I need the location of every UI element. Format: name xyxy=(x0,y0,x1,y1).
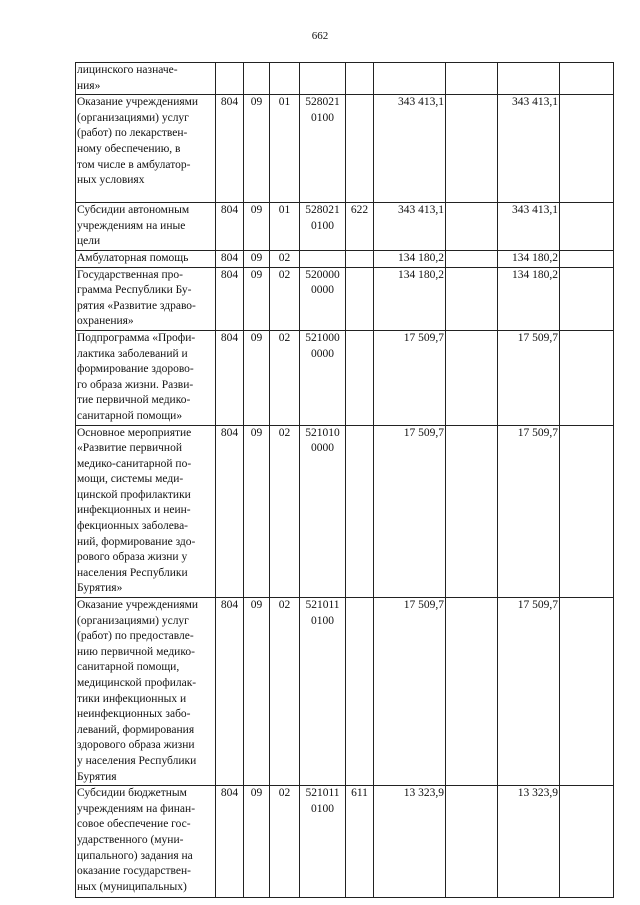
target-article-cell: 521010 0000 xyxy=(300,425,346,598)
admin-code-cell: 804 xyxy=(216,250,244,267)
amount-cell-2 xyxy=(446,95,498,203)
amount-cell-4 xyxy=(560,203,614,251)
table-row xyxy=(76,250,614,267)
table-row xyxy=(76,786,614,898)
subsection-cell: 02 xyxy=(270,598,300,786)
subsection-cell: 01 xyxy=(270,95,300,203)
row-name-cell: Амбулаторная помощь xyxy=(76,250,216,267)
expense-type-cell xyxy=(346,425,374,598)
target-article-cell xyxy=(300,63,346,95)
amount-cell-2 xyxy=(446,267,498,330)
subsection-cell: 02 xyxy=(270,786,300,898)
subsection-cell: 02 xyxy=(270,330,300,425)
subsection-cell: 02 xyxy=(270,267,300,330)
target-article-cell xyxy=(300,250,346,267)
amount-cell-2 xyxy=(446,203,498,251)
expense-type-cell xyxy=(346,95,374,203)
table-row xyxy=(76,267,614,330)
row-name-cell: Субсидии автономным учреждениям на иные цели xyxy=(76,203,216,251)
admin-code-cell: 804 xyxy=(216,598,244,786)
row-name-cell: Оказание учреждениями (организациями) услуг (работ) по лекарствен- ному обеспечению, в том числе в амбулатор- ных условиях xyxy=(76,95,216,203)
admin-code-cell: 804 xyxy=(216,786,244,898)
section-cell: 09 xyxy=(244,95,270,203)
amount-cell-2 xyxy=(446,250,498,267)
amount-cell-4 xyxy=(560,786,614,898)
subsection-cell: 02 xyxy=(270,250,300,267)
expense-type-cell xyxy=(346,330,374,425)
amount-cell: 134 180,2 xyxy=(374,267,446,330)
row-name-cell: Субсидии бюджетным учреждениям на финан- совое обеспечение гос- ударственного (муни- ципального) задания на оказание государствен- ных (муниципальных) xyxy=(76,786,216,898)
amount-cell-4 xyxy=(560,425,614,598)
amount-cell-3: 13 323,9 xyxy=(498,786,560,898)
target-article-cell: 521011 0100 xyxy=(300,598,346,786)
section-cell: 09 xyxy=(244,267,270,330)
amount-cell-3: 134 180,2 xyxy=(498,250,560,267)
table-row xyxy=(76,598,614,786)
expense-type-cell: 622 xyxy=(346,203,374,251)
amount-cell-3: 134 180,2 xyxy=(498,267,560,330)
section-cell xyxy=(244,63,270,95)
section-cell: 09 xyxy=(244,786,270,898)
table-row xyxy=(76,330,614,425)
amount-cell: 134 180,2 xyxy=(374,250,446,267)
expense-type-cell: 611 xyxy=(346,786,374,898)
page-number: 662 xyxy=(311,30,329,42)
amount-cell: 343 413,1 xyxy=(374,95,446,203)
amount-cell-4 xyxy=(560,63,614,95)
row-name-cell: Основное мероприятие «Развитие первичной медико-санитарной по- мощи, системы меди- цинской профилактики инфекционных и неин- фекционных заболева- ний, формирование здо- рового образа жизни у населения Республики Бурятия» xyxy=(76,425,216,598)
target-article-cell: 520000 0000 xyxy=(300,267,346,330)
amount-cell-3: 343 413,1 xyxy=(498,203,560,251)
admin-code-cell: 804 xyxy=(216,330,244,425)
subsection-cell: 02 xyxy=(270,425,300,598)
amount-cell-4 xyxy=(560,250,614,267)
amount-cell-3: 17 509,7 xyxy=(498,598,560,786)
admin-code-cell: 804 xyxy=(216,425,244,598)
admin-code-cell: 804 xyxy=(216,203,244,251)
amount-cell-4 xyxy=(560,330,614,425)
expense-type-cell xyxy=(346,598,374,786)
amount-cell: 17 509,7 xyxy=(374,425,446,598)
amount-cell-2 xyxy=(446,330,498,425)
target-article-cell: 521000 0000 xyxy=(300,330,346,425)
admin-code-cell xyxy=(216,63,244,95)
section-cell: 09 xyxy=(244,598,270,786)
table-row xyxy=(76,63,614,95)
amount-cell-2 xyxy=(446,425,498,598)
amount-cell-2 xyxy=(446,63,498,95)
table-row xyxy=(76,425,614,598)
amount-cell xyxy=(374,63,446,95)
amount-cell: 343 413,1 xyxy=(374,203,446,251)
section-cell: 09 xyxy=(244,330,270,425)
amount-cell-4 xyxy=(560,598,614,786)
amount-cell-3: 17 509,7 xyxy=(498,425,560,598)
row-name-cell: Оказание учреждениями (организациями) услуг (работ) по предоставле- нию первичной медико- санитарной помощи, медицинской профилак- тики инфекционных и неинфекционных забо- леваний, формирования здорового образа жизни у населения Республики Бурятия xyxy=(76,598,216,786)
admin-code-cell: 804 xyxy=(216,267,244,330)
target-article-cell: 528021 0100 xyxy=(300,95,346,203)
table-row xyxy=(76,95,614,203)
subsection-cell: 01 xyxy=(270,203,300,251)
expense-type-cell xyxy=(346,63,374,95)
amount-cell: 13 323,9 xyxy=(374,786,446,898)
amount-cell-4 xyxy=(560,267,614,330)
row-name-cell: лицинского назначе- ния» xyxy=(76,63,216,95)
amount-cell-3: 343 413,1 xyxy=(498,95,560,203)
section-cell: 09 xyxy=(244,203,270,251)
amount-cell-3: 17 509,7 xyxy=(498,330,560,425)
amount-cell-3 xyxy=(498,63,560,95)
target-article-cell: 528021 0100 xyxy=(300,203,346,251)
subsection-cell xyxy=(270,63,300,95)
table-row xyxy=(76,203,614,251)
section-cell: 09 xyxy=(244,425,270,598)
amount-cell: 17 509,7 xyxy=(374,598,446,786)
amount-cell-2 xyxy=(446,598,498,786)
section-cell: 09 xyxy=(244,250,270,267)
expense-type-cell xyxy=(346,250,374,267)
row-name-cell: Государственная про- грамма Республики Бу- рятия «Развитие здраво- охранения» xyxy=(76,267,216,330)
budget-table xyxy=(75,62,614,898)
amount-cell-2 xyxy=(446,786,498,898)
target-article-cell: 521011 0100 xyxy=(300,786,346,898)
expense-type-cell xyxy=(346,267,374,330)
budget-table-body xyxy=(76,63,614,898)
row-name-cell: Подпрограмма «Профи- лактика заболеваний и формирование здорово- го образа жизни. Разви- тие первичной медико- санитарной помощи» xyxy=(76,330,216,425)
admin-code-cell: 804 xyxy=(216,95,244,203)
amount-cell: 17 509,7 xyxy=(374,330,446,425)
amount-cell-4 xyxy=(560,95,614,203)
